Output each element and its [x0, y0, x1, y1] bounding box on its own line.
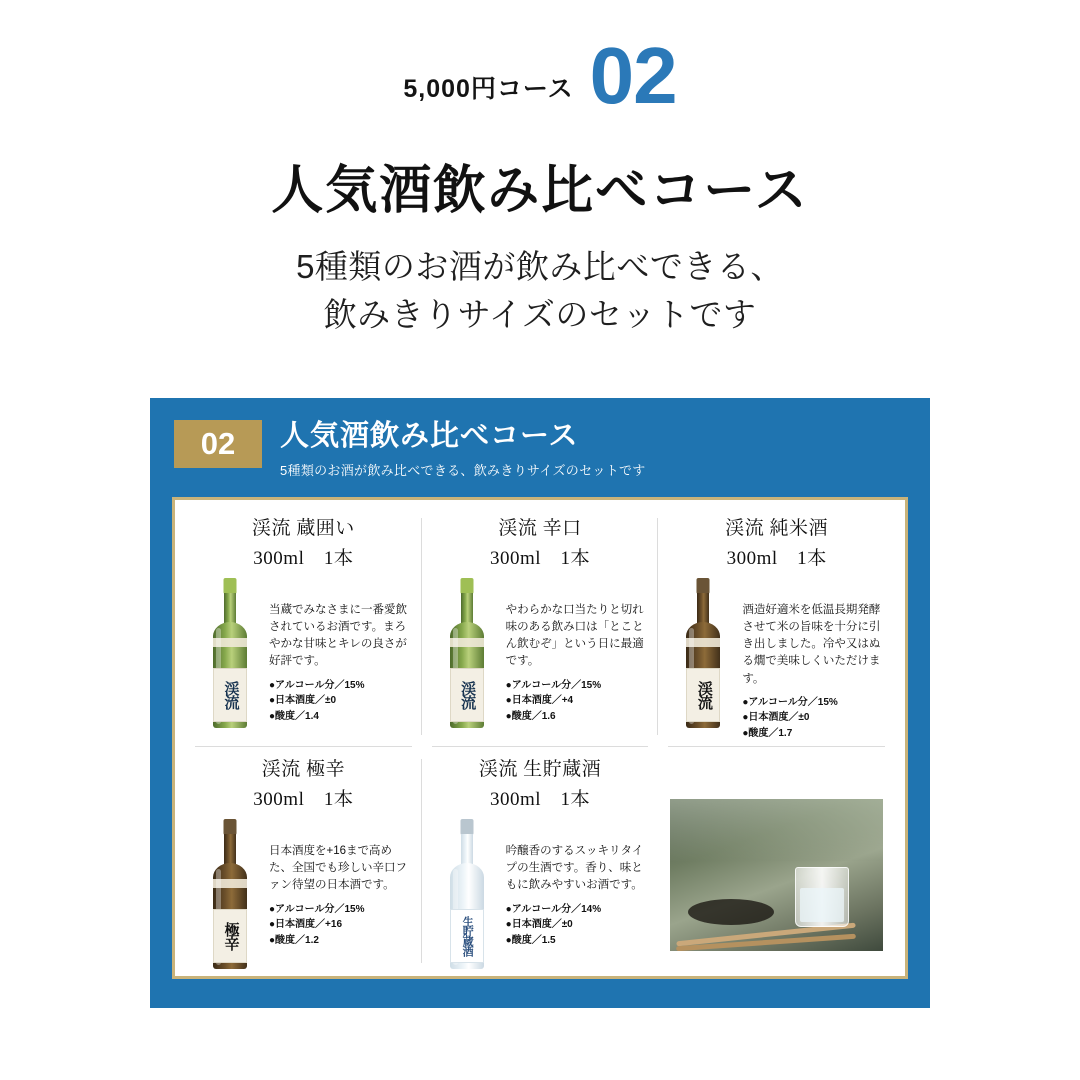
item-body — [670, 576, 883, 742]
course-card — [150, 398, 930, 1008]
item-spec: ●酸度／1.4 — [269, 710, 319, 722]
item-spec: ●日本酒度／±0 — [505, 919, 573, 931]
item-body — [197, 817, 410, 969]
page-subtitle — [0, 243, 1080, 339]
item-spec: ●アルコール分／15% — [505, 679, 602, 691]
item-cell — [422, 506, 659, 747]
item-name: 渓流 蔵囲い — [251, 517, 355, 539]
item-spec: ●アルコール分／15% — [269, 903, 365, 915]
bottle-image-wrap — [434, 817, 500, 969]
photo-sake-glass — [795, 867, 849, 927]
item-text-wrap — [500, 817, 647, 948]
sake-bottle-icon — [446, 578, 488, 728]
item-name: 渓流 辛口 — [498, 517, 582, 539]
sake-bottle-icon — [682, 578, 724, 728]
item-body — [434, 817, 647, 969]
item-volume: 300ml 1本 — [489, 788, 591, 810]
item-specs — [742, 695, 883, 742]
item-text-wrap — [736, 576, 883, 742]
item-specs — [269, 902, 410, 949]
bottle-label-text: 渓流 — [695, 680, 712, 709]
page-header — [0, 0, 1080, 339]
bottle-label-text: 渓流 — [222, 680, 239, 709]
item-name: 渓流 生貯蔵酒 — [478, 759, 602, 781]
item-description: 日本酒度を+16まで高めた、全国でも珍しい辛口ファン待望の日本酒です。 — [269, 844, 407, 892]
item-spec: ●アルコール分／15% — [269, 679, 365, 691]
bottle-label-text: 渓流 — [459, 680, 476, 709]
items-grid — [185, 506, 895, 970]
item-text-wrap — [263, 576, 410, 725]
course-heading — [0, 31, 1080, 120]
item-spec: ●酸度／1.5 — [505, 934, 556, 946]
item-spec: ●アルコール分／15% — [742, 696, 838, 708]
photo-dish — [688, 899, 774, 925]
page-title: 人気酒飲み比べコース — [271, 162, 809, 220]
bottle-image-wrap — [197, 817, 263, 969]
item-text-wrap — [500, 576, 647, 725]
item-spec: ●アルコール分／14% — [505, 903, 602, 915]
item-description: 吟醸香のするスッキリタイプの生酒です。香り、味ともに飲みやすいお酒です。 — [505, 844, 644, 892]
bottle-label — [450, 909, 484, 963]
bottle-label — [686, 668, 720, 722]
item-specs — [269, 678, 410, 725]
bottle-label — [450, 668, 484, 722]
sake-bottle-icon — [446, 819, 488, 969]
sake-bottle-icon — [209, 819, 251, 969]
course-card-header-text — [262, 420, 646, 479]
item-body — [434, 576, 647, 728]
item-spec: ●日本酒度／±0 — [269, 695, 337, 707]
item-description: 酒造好適米を低温長期発酵させて米の旨味を十分に引き出しました。冷や又はぬる燗で美味しくいただけます。 — [742, 603, 881, 685]
course-card-title: 人気酒飲み比べコース — [280, 420, 579, 452]
items-panel — [172, 497, 908, 979]
bottle-cap — [224, 578, 237, 594]
course-number-label: 02 — [589, 31, 677, 120]
item-volume: 300ml 1本 — [489, 547, 591, 569]
bottle-label-text: 生貯蔵酒 — [461, 915, 474, 956]
item-spec: ●日本酒度／±0 — [742, 712, 810, 724]
page-subtitle-line-1: 5種類のお酒が飲み比べできる、 — [296, 248, 784, 285]
photo-background-blur — [670, 799, 883, 861]
bottle-cap — [697, 578, 710, 594]
bottle-label-text: 極辛 — [222, 921, 239, 950]
bottle-image-wrap — [197, 576, 263, 728]
item-volume: 300ml 1本 — [253, 788, 354, 810]
item-body — [197, 576, 410, 728]
sake-bottle-icon — [209, 578, 251, 728]
item-volume: 300ml 1本 — [726, 547, 827, 569]
course-price-label: 5,000円コース — [403, 75, 574, 103]
item-description: やわらかな口当たりと切れ味のある飲み口は「とことん飲むぞ」という日に最適です。 — [505, 603, 644, 668]
item-specs — [506, 678, 647, 725]
course-card-subtitle: 5種類のお酒が飲み比べできる、飲みきりサイズのセットです — [280, 462, 646, 478]
item-specs — [506, 902, 647, 949]
item-description: 当蔵でみなさまに一番愛飲されているお酒です。まろやかな甘味とキレの良さが好評です。 — [269, 603, 407, 668]
item-spec: ●日本酒度／+16 — [269, 919, 343, 931]
item-cell — [422, 747, 659, 975]
item-cell — [185, 506, 422, 747]
item-name: 渓流 純米酒 — [725, 517, 829, 539]
course-card-header — [172, 420, 908, 479]
item-spec: ●酸度／1.6 — [505, 710, 556, 722]
bottle-image-wrap — [670, 576, 736, 728]
bottle-cap — [460, 578, 473, 594]
photo-cell — [658, 747, 895, 975]
item-spec: ●酸度／1.2 — [269, 934, 319, 946]
bottle-label — [213, 668, 247, 722]
item-volume: 300ml 1本 — [253, 547, 354, 569]
item-cell — [658, 506, 895, 747]
course-card-number-badge: 02 — [174, 420, 262, 468]
page-subtitle-line-2: 飲みきりサイズのセットです — [323, 295, 757, 333]
item-spec: ●日本酒度／+4 — [505, 695, 574, 707]
item-name: 渓流 極辛 — [261, 759, 345, 781]
bottle-image-wrap — [434, 576, 500, 728]
bottle-cap — [224, 819, 237, 835]
bottle-label — [213, 909, 247, 963]
item-spec: ●酸度／1.7 — [742, 727, 793, 739]
bottle-cap — [460, 819, 473, 835]
sake-glass-photo — [670, 799, 883, 951]
item-text-wrap — [263, 817, 410, 948]
item-cell — [185, 747, 422, 975]
